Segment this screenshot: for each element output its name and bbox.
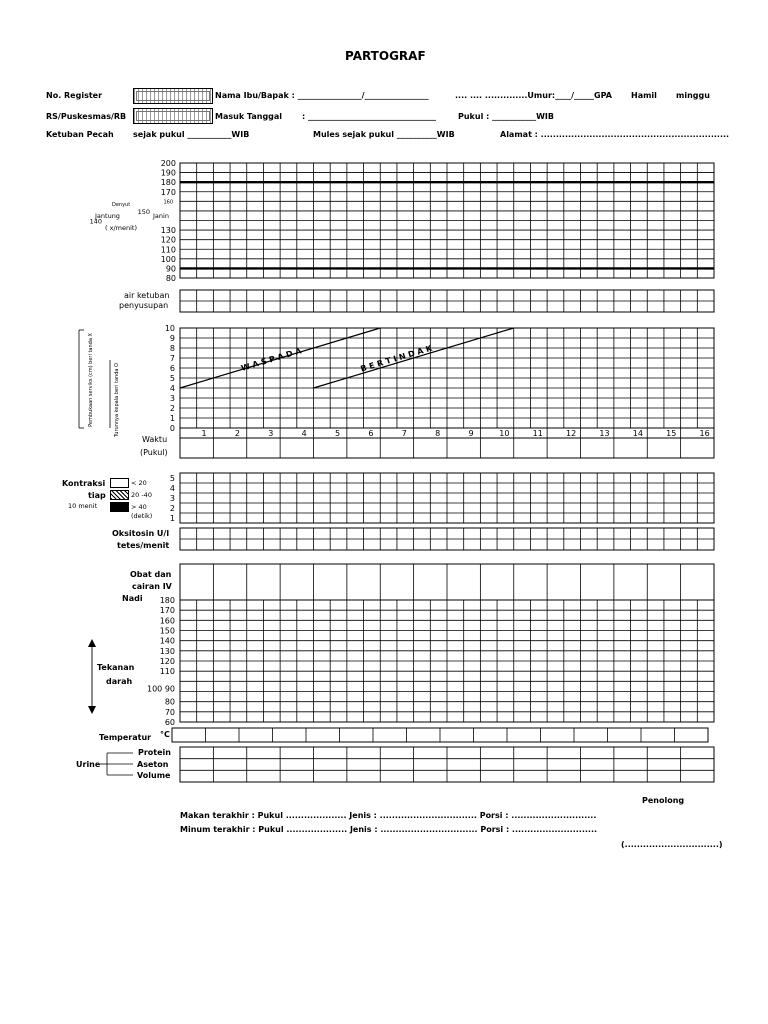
nadi-tick-3: 150	[159, 626, 175, 636]
nadi-tick-1: 170	[159, 606, 175, 616]
mules-field[interactable]: Mules sejak pukul __________WIB	[313, 130, 455, 139]
waspada-label: W A S P A D A	[240, 346, 303, 373]
kontraksi-tick-4: 4	[169, 484, 175, 493]
volume-label: Volume	[137, 771, 171, 780]
air-ketuban-label: air ketuban	[124, 291, 170, 300]
nadi-tick-7: 110	[159, 667, 175, 677]
signature-field[interactable]: (...............................)	[621, 840, 723, 849]
cervix-tick-9: 9	[169, 334, 175, 343]
kontraksi-label: Kontraksi	[62, 479, 106, 488]
obat-label: Obat dan	[130, 570, 172, 579]
nadi-tick-8: 100 90	[147, 684, 175, 694]
ketuban-label: Ketuban Pecah	[46, 130, 114, 139]
djj-tick-90: 90	[165, 264, 176, 274]
umur-field[interactable]: .... .... ..............Umur:____/_____GPA	[455, 91, 612, 100]
djj-janin-label: Janin	[153, 212, 169, 220]
hour-label-12: 12	[566, 429, 577, 438]
kontraksi-tick-1: 1	[169, 514, 175, 523]
darah-label: darah	[106, 677, 133, 686]
minum-field[interactable]: Minum terakhir : Pukul .................... Jenis : ................................ Porsi : ............................	[180, 825, 598, 834]
kontraksi-tick-3: 3	[169, 494, 175, 503]
nadi-tick-10: 70	[164, 707, 175, 717]
waktu-label: Waktu	[142, 435, 168, 444]
hour-label-9: 9	[468, 429, 474, 438]
hour-label-7: 7	[401, 429, 407, 438]
sejak-field[interactable]: sejak pukul ___________WIB	[133, 130, 250, 139]
hamil-label: Hamil	[631, 91, 657, 100]
cervix-tick-4: 4	[169, 384, 175, 393]
page-title: PARTOGRAF	[345, 49, 426, 63]
cervix-tick-0: 0	[169, 424, 175, 433]
tekanan-arrow-up	[88, 639, 96, 647]
djj-tick-80: 80	[165, 274, 176, 283]
hour-label-6: 6	[368, 429, 374, 438]
rs-label: RS/Puskesmas/RB	[46, 112, 127, 121]
penolong-label: Penolong	[642, 796, 685, 805]
djj-tick-190: 190	[160, 168, 176, 178]
hour-label-3: 3	[268, 429, 274, 438]
cervix-tick-6: 6	[169, 364, 175, 373]
protein-label: Protein	[138, 748, 171, 757]
nama-field[interactable]: Nama Ibu/Bapak : ________________/________________	[215, 91, 429, 100]
alamat-field[interactable]: Alamat : ..............................................................	[500, 130, 730, 139]
nadi-tick-4: 140	[159, 636, 175, 646]
makan-field[interactable]: Makan terakhir : Pukul .................... Jenis : ................................ Porsi : ............................	[180, 811, 597, 820]
kontraksi-tiap-label: tiap	[88, 491, 106, 500]
register-label: No. Register	[46, 91, 103, 100]
hour-label-16: 16	[699, 429, 710, 438]
hour-label-8: 8	[435, 429, 441, 438]
tekanan-arrow-down	[88, 706, 96, 714]
legend-gt40-label: > 40	[131, 503, 147, 511]
djj-tick-180: 180	[160, 178, 176, 188]
masuk-label: Masuk Tanggal	[215, 112, 283, 121]
nadi-tick-9: 80	[164, 697, 175, 707]
legend-box-20-40	[110, 490, 129, 500]
bertindak-label: B E R T I N D A K	[359, 343, 434, 374]
temperatur-unit: °C	[160, 730, 170, 739]
urine-label: Urine	[76, 760, 101, 769]
minggu-label: minggu	[676, 91, 710, 100]
kontraksi-tick-2: 2	[169, 504, 175, 513]
kontraksi-tick-5: 5	[169, 474, 175, 483]
nadi-tick-2: 160	[159, 616, 175, 626]
cervix-tick-3: 3	[169, 394, 175, 403]
hour-label-2: 2	[234, 429, 240, 438]
nadi-tick-6: 120	[159, 657, 175, 666]
legend-lt20-label: < 20	[131, 479, 147, 487]
djj-tick-110: 110	[160, 245, 176, 255]
cervix-tick-5: 5	[169, 374, 175, 383]
cervix-tick-8: 8	[169, 344, 175, 353]
nadi-tick-11: 60	[164, 718, 175, 727]
djj-unit-label: ( x/menit)	[105, 224, 137, 232]
hour-label-14: 14	[632, 429, 643, 438]
temperatur-label: Temperatur	[99, 733, 152, 742]
djj-tick-120: 120	[160, 235, 176, 245]
aseton-label: Aseton	[137, 760, 169, 769]
hour-label-1: 1	[201, 429, 207, 438]
djj-tick-140: 140	[89, 217, 102, 226]
djj-tick-150: 150	[137, 207, 150, 216]
djj-tick-130: 130	[160, 226, 176, 236]
legend-20-40-label: 20 -40	[131, 491, 152, 499]
legend-detik-label: (detik)	[131, 512, 153, 520]
hour-label-4: 4	[301, 429, 307, 438]
djj-denyut-label: Denyut	[112, 202, 131, 208]
djj-tick-100: 100	[160, 254, 176, 264]
pukul-label: (Pukul)	[140, 448, 168, 457]
cervix-side-label-2: Turunnya kepala beri tanda O	[114, 363, 120, 437]
cervix-tick-7: 7	[169, 354, 175, 363]
legend-box-lt20	[110, 478, 129, 488]
hour-label-11: 11	[532, 429, 543, 438]
kontraksi-menit-label: 10 menit	[68, 502, 98, 510]
cervix-side-label-1: Pembukaan serviks (cm) beri tanda X	[88, 333, 94, 427]
hour-label-15: 15	[666, 429, 677, 438]
djj-tick-170: 170	[160, 187, 176, 197]
cervix-tick-10: 10	[164, 324, 175, 333]
cairan-label: cairan IV	[132, 582, 172, 591]
masuk-field[interactable]: : ________________________________	[302, 112, 436, 121]
nadi-label: Nadi	[122, 594, 143, 603]
djj-tick-200: 200	[160, 159, 176, 168]
cervix-tick-2: 2	[169, 404, 175, 413]
cervix-tick-1: 1	[169, 414, 175, 423]
pukul-field[interactable]: Pukul : ___________WIB	[458, 112, 554, 121]
nadi-tick-0: 180	[159, 596, 175, 605]
oksitosin-label: Oksitosin U/l	[112, 529, 170, 538]
hour-label-10: 10	[499, 429, 510, 438]
djj-jantung-label: Jantung	[95, 212, 120, 220]
nadi-tick-5: 130	[159, 646, 175, 656]
djj-tick-160: 160	[163, 199, 173, 206]
penyusupan-label: penyusupan	[119, 301, 169, 310]
hour-label-5: 5	[334, 429, 341, 438]
legend-box-gt40	[110, 502, 129, 512]
tetes-label: tetes/menit	[117, 541, 170, 550]
hour-label-13: 13	[599, 429, 610, 438]
tekanan-label: Tekanan	[97, 663, 135, 672]
